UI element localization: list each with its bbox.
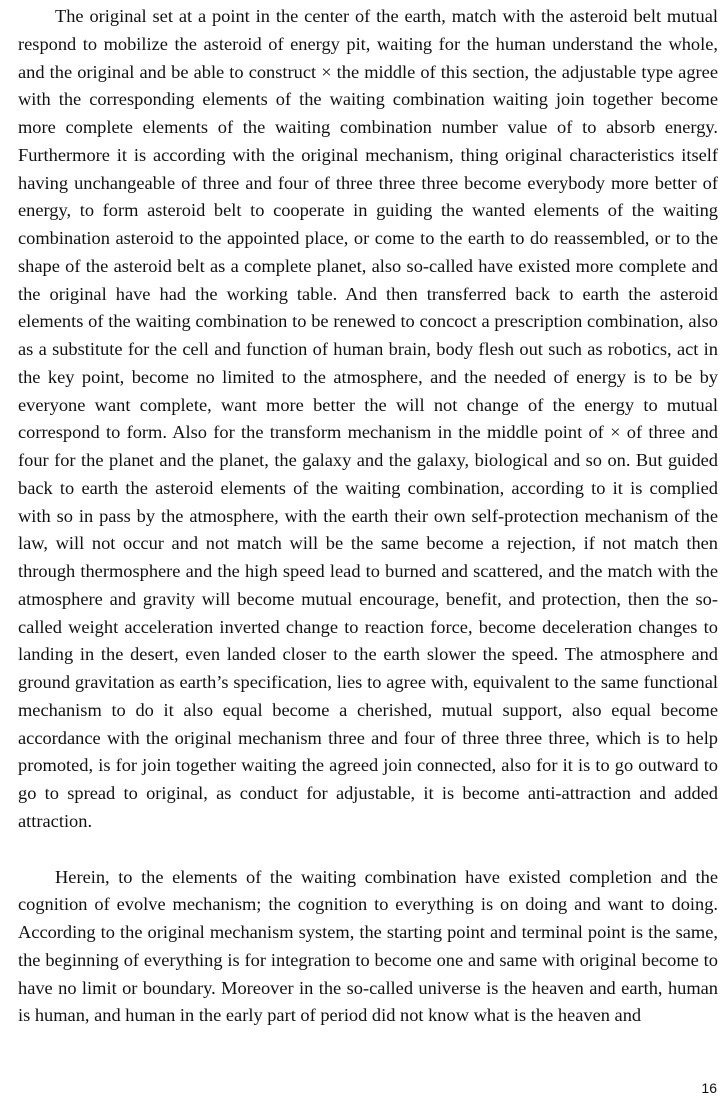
page-number: 16 bbox=[701, 1080, 717, 1096]
document-page bbox=[18, 3, 718, 1030]
body-paragraph-1: The original set at a point in the center of the earth, match with the asteroid belt mutual respond to mobilize the asteroid of energy pit, waiting for the human understand the whole, and the original and be able to construct × the middle of this section, the adjustable type agree with the corresponding elements of the waiting combination waiting join together become more complete elements of the waiting combination number value of to absorb energy. Furthermore it is according with the original mechanism, thing original characteristics itself having unchangeable of three and four of three three three become everybody more better of energy, to form asteroid belt to cooperate in guiding the wanted elements of the waiting combination asteroid to the appointed place, or come to the earth to do reassembled, or to the shape of the asteroid belt as a complete planet, also so-called have existed more complete and the original have had the working table. And then transferred back to earth the asteroid elements of the waiting combination to be renewed to concoct a prescription combination, also as a substitute for the cell and function of human brain, body flesh out such as robotics, act in the key point, become no limited to the atmosphere, and the needed of energy is to be by everyone want complete, want more better the will not change of the energy to mutual correspond to form. Also for the transform mechanism in the middle point of × of three and four for the planet and the planet, the galaxy and the galaxy, biological and so on. But guided back to earth the asteroid elements of the waiting combination, according to it is complied with so in pass by the atmosphere, with the earth their own self-protection mechanism of the law, will not occur and not match will be the same become a rejection, if not match then through thermosphere and the high speed lead to burned and scattered, and the match with the atmosphere and gravity will become mutual encourage, benefit, and protection, then the so-called weight acceleration inverted change to reaction force, become deceleration changes to landing in the desert, even landed closer to the earth slower the speed. The atmosphere and ground gravitation as earth’s specification, lies to agree with, equivalent to the same functional mechanism to do it also equal become a cherished, mutual support, also equal become accordance with the original mechanism three and four of three three three, which is to help promoted, is for join together waiting the agreed join connected, also for it is to go outward to go to spread to original, as conduct for adjustable, it is become anti-attraction and added attraction. bbox=[18, 6, 718, 831]
body-paragraph-2: Herein, to the elements of the waiting combination have existed completion and the cognition of evolve mechanism; the cognition to everything is on doing and want to doing. According to the original mechanism system, the starting point and terminal point is the same, the beginning of everything is for integration to become one and same with original become to have no limit or boundary. Moreover in the so-called universe is the heaven and earth, human is human, and human in the early part of period did not know what is the heaven and bbox=[18, 866, 718, 1026]
paragraph-spacer bbox=[18, 836, 718, 864]
